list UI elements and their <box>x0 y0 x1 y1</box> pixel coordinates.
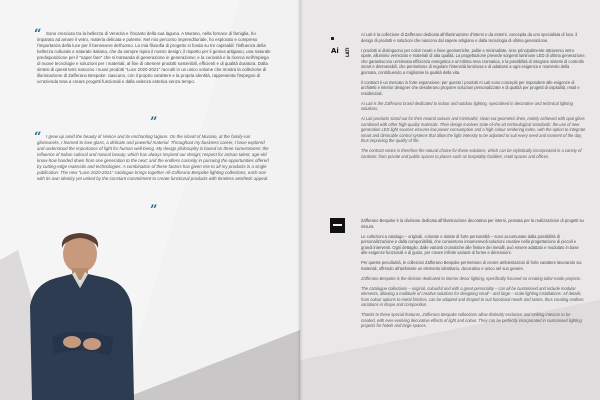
close-quote-icon: ” <box>150 115 158 130</box>
zb-p1-en: Zafferano Bespoke is the division dedicated to interior decor lighting, specifically focused on creating tailor-made projects. <box>361 275 581 281</box>
zb-p2-it: Le collezioni a catalogo – originali, colorate e dotate di forte personalità – sono accomunate dalla possibilità di personalizzazione e dalla componibilità, che consentono innumerevoli soluzioni creative nella progettazione di piccoli e grandi interventi. Ogni dettaglio, dalle varianti cromatiche alle finiture dei metalli, può essere adattato e modulato in base alle esigenze funzionali e di gusto, per creare infinite varianti di forme e dimensioni. <box>361 233 579 256</box>
founder-portrait <box>22 226 140 400</box>
ai-lati-logo-lati: LATI <box>345 47 350 57</box>
ai-lati-p3-en: The contract sector is therefore the natural choice for these solutions, which can be stylistically incorporated in a variety of contexts: from private and public spaces to places such as hospitality facilities, retail spaces and offices. <box>361 148 582 159</box>
zb-p3-it: Per queste peculiarità, le collezioni Zafferano Bespoke permettono di creare ambientazioni di forte carattere lavorando sui materiali, offrendo all'ambiente un elemento identitario, decorativo e unico nel suo genere. <box>361 260 582 271</box>
ai-lati-logo <box>330 33 350 65</box>
ai-lati-p2-en: Ai Lati products stand out for their neutral colours and minimalist, clean-cut geometric lines, mainly achieved with opal glass combined with other high-quality materials. Their design involves state-of-the-art technological standards: the use of new generation LED light sources ensures low power consumption and a high colour rendering index, with the option to integrate smart and dimmable control systems that allow the light intensity to be adjusted to suit every need and moment of the day, thus improving the quality of life. <box>361 116 586 144</box>
page-gutter <box>297 0 303 400</box>
quote-english-text: I grew up amid the beauty of Venice and its enchanting lagoon. On the island of Murano, at the family-run glassworks, I learned to love glass, a delicate and powerful material. Throughout my business career, I have explored and understood the importance of light for human well-being. My design philosophy is based on three cornerstones: the influence of Italian cultural and natural beauty, which has always inspired our design; respect for artisan talent, age-old know-how handed down from one generation to the next; and the endless curiosity in pursuing the opportunities offered by cutting-edge materials and technologies. A combination of these factors has given rise to all my products in a single publication. The new "Luce 2020-2021" catalogue brings together All-Zafferano Bespoke lighting collections, each one with its own identity yet united by the constant commitment to create functional products with timeless aesthetic appeal. <box>37 134 269 181</box>
zb-p3-en: Thanks to these special features, Zafferano Bespoke collections allow distinctly exclusive and striking interiors to be created, with ever-evolving decorative effects of light and colour. They can be perfectly incorporated in customised lighting projects for hotels and large spaces. <box>361 312 582 329</box>
open-quote-icon: “ <box>34 27 42 42</box>
zb-p1-it: Zafferano Bespoke è la divisione dedicata all'illuminazione decorativa per interni, pensata per la realizzazione di progetti su misura. <box>361 218 584 229</box>
quote-english <box>37 134 272 182</box>
quote-italian-text: Sono cresciuto tra la bellezza di Venezia e l'incanto della sua laguna. A Murano, nella fornace di famiglia, ho imparato ad amare il vetro, materia delicata e potente. Nel mio percorso imprenditoriale, ho esplorato e compreso l'importanza della luce per il benessere dell'uomo. La mia filosofia di progetto si fonda su tre capisaldi: l'influenza della bellezza culturale e naturale italiana, che da sempre ispira il nostro design; il rispetto per il genius artigiano, una naturale predisposizione per il "saper fare" che si tramanda di generazione in generazione; e la curiosità e la ricerca nell'impiego di nuove tecnologie e soluzioni per i materiali, al fine di ottenere prodotti sostenibili, efficienti e di qualità duratura. Dalla sintesi di questi temi nascono i nuovi prodotti "Luce 2020-2021" raccolti in un unico volume che mostra la collezione di illuminazione di Zafferano Bespoke: ciascuno, con il proprio carattere e la propria identità, rappresenta l'impegno di un'azienda tesa a creare progetti funzionali e dalla valenza estetica senza tempo. <box>37 31 271 84</box>
ai-lati-logo-ai: Ai <box>331 47 339 55</box>
ai-lati-p3-it: Il contract è un mercato in forte espansione: per questo i prodotti Ai Lati sono concepiti per rispondere alle esigenze di architetti e interior designer che desiderano proporre soluzioni personalizzate e di qualità per progetti di ospitalità, retail e residenziali. <box>361 79 580 96</box>
quote-italian <box>37 31 272 85</box>
open-quote-icon-english: “ <box>34 130 42 145</box>
close-quote-icon-english: ” <box>150 203 158 218</box>
ai-lati-p2-it: I prodotti si distinguono per colori neutri e linee geometriche, pulite e minimaliste, rese principalmente attraverso vetro opale, alluminio verniciato e materiali di alta qualità. La progettazione prevede sorgenti luminose LED di ultima generazione, che garantiscono un'elevata efficienza energetica e un'ottima resa cromatica, e la possibilità di integrare sistemi di controllo smart e dimmerabili, che permettono di regolare l'intensità luminosa e di adattarsi a ogni esigenza e momento della giornata, contribuendo a migliorare la qualità della vita. <box>361 47 586 75</box>
ai-lati-text-column <box>361 32 586 164</box>
zafferano-bespoke-text-column <box>361 218 586 334</box>
zb-p2-en: The catalogue collections – original, colourful and with a great personality – can all be customised and include modular elements, allowing a multitude of creative solutions for designing small – and large – scale lighting installations. All details, from colour options to metal finishes, can be adapted and shaped to suit functional needs and tastes, thus creating endless variations in shape and composition. <box>361 285 584 308</box>
zafferano-bespoke-logo <box>330 218 345 233</box>
ai-lati-p1-it: Ai Lati è la collezione di Zafferano dedicata all'illuminazione d'interni e da esterni, concepita da uno specialista di luce, il design di prodotti e soluzioni che nascono dal sapere artigiano e dalla tecnologia di ultima generazione. <box>361 32 578 43</box>
ai-lati-p1-en: Ai Lati is the Zafferano brand dedicated to indoor and outdoor lighting, specialised in decorative and technical lighting solutions. <box>361 100 573 112</box>
